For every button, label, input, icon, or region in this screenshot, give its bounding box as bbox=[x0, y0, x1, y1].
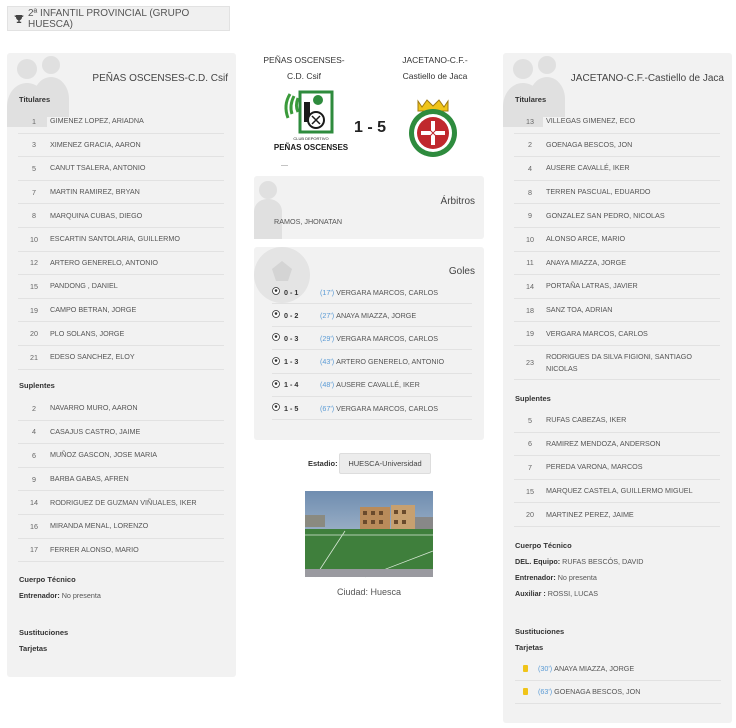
home-team-name: PEÑAS OSCENSES-C.D. Csif bbox=[92, 73, 228, 84]
player-name: PEREDA VARONA, MARCOS bbox=[546, 462, 643, 472]
player-number: 8 bbox=[32, 211, 36, 221]
yellow-card-icon bbox=[523, 665, 528, 672]
player-name: ARTERO GENERELO, ANTONIO bbox=[50, 257, 158, 267]
goal-row bbox=[272, 351, 472, 374]
player-name: CASAJUS CASTRO, JAIME bbox=[50, 426, 141, 436]
player-name: ALONSO ARCE, MARIO bbox=[546, 234, 626, 244]
player-row[interactable] bbox=[18, 515, 224, 539]
away-tarjetas-heading: Tarjetas bbox=[515, 643, 544, 652]
player-name: EDESO SANCHEZ, ELOY bbox=[50, 352, 135, 362]
goal-scorer[interactable]: VERGARA MARCOS, CARLOS bbox=[336, 333, 439, 343]
away-team-panel bbox=[503, 53, 732, 723]
goal-minute: (67') bbox=[320, 403, 335, 413]
yellow-card-icon bbox=[523, 688, 528, 695]
player-name: ANAYA MIAZZA, JORGE bbox=[546, 257, 627, 267]
player-number: 9 bbox=[32, 474, 36, 484]
player-number: 13 bbox=[526, 116, 534, 126]
away-cuerpo-heading: Cuerpo Técnico bbox=[515, 541, 572, 550]
home-tarjetas-heading: Tarjetas bbox=[19, 644, 48, 653]
player-row[interactable] bbox=[18, 468, 224, 492]
player-number: 10 bbox=[526, 234, 534, 244]
goal-minute: (48') bbox=[320, 380, 335, 390]
referee-watermark-icon bbox=[254, 176, 294, 239]
player-row[interactable] bbox=[18, 181, 224, 205]
home-suplentes-heading: Suplentes bbox=[19, 381, 55, 390]
player-row[interactable] bbox=[514, 204, 720, 228]
player-number: 15 bbox=[526, 486, 534, 496]
player-name: MARQUINA CUBAS, DIEGO bbox=[50, 210, 143, 220]
player-number: 23 bbox=[526, 358, 534, 367]
goal-minute: (43') bbox=[320, 357, 335, 367]
goal-score: 0 - 2 bbox=[284, 310, 299, 320]
player-row[interactable] bbox=[18, 346, 224, 370]
player-name: PLO SOLANS, JORGE bbox=[50, 328, 125, 338]
goal-scorer[interactable]: ANAYA MIAZZA, JORGE bbox=[336, 310, 417, 320]
player-row[interactable] bbox=[18, 275, 224, 299]
goal-scorer[interactable]: VERGARA MARCOS, CARLOS bbox=[336, 287, 439, 297]
card-player[interactable]: GOENAGA BESCOS, JON bbox=[554, 687, 641, 697]
arbitros-title: Árbitros bbox=[440, 196, 475, 207]
home-sustituciones-heading: Sustituciones bbox=[19, 628, 69, 637]
player-row[interactable] bbox=[18, 228, 224, 252]
player-name: GONZALEZ SAN PEDRO, NICOLAS bbox=[546, 210, 665, 220]
player-number: 20 bbox=[526, 510, 534, 520]
player-number: 3 bbox=[32, 140, 36, 150]
player-name: AUSERE CAVALLÉ, IKER bbox=[546, 163, 630, 173]
player-row[interactable] bbox=[18, 397, 224, 421]
player-row[interactable] bbox=[514, 456, 720, 480]
away-team-name: JACETANO-C.F.-Castiello de Jaca bbox=[570, 73, 724, 84]
card-minute: (30') bbox=[538, 663, 553, 673]
away-entrenador: Entrenador: No presenta bbox=[515, 573, 597, 582]
player-row[interactable] bbox=[514, 252, 720, 276]
goal-scorer[interactable]: VERGARA MARCOS, CARLOS bbox=[336, 403, 439, 413]
player-row[interactable] bbox=[18, 444, 224, 468]
player-row[interactable] bbox=[514, 134, 720, 158]
goal-row bbox=[272, 304, 472, 327]
player-row[interactable] bbox=[514, 322, 720, 346]
player-number: 9 bbox=[528, 211, 532, 221]
goal-minute: (17') bbox=[320, 287, 335, 297]
player-row[interactable] bbox=[514, 503, 720, 527]
player-number: 7 bbox=[528, 462, 532, 472]
player-name: MUÑOZ GASCON, JOSE MARIA bbox=[50, 450, 158, 460]
stadium-photo[interactable] bbox=[305, 491, 433, 577]
goal-row bbox=[272, 374, 472, 397]
player-number: 21 bbox=[30, 352, 38, 362]
away-sustituciones-heading: Sustituciones bbox=[515, 627, 565, 636]
home-logo-smalltext: CLUB DEPORTIVO bbox=[293, 136, 329, 141]
player-name: ESCARTIN SANTOLARIA, GUILLERMO bbox=[50, 234, 180, 244]
home-team-panel bbox=[7, 53, 236, 677]
player-name: VILLEGAS GIMENEZ, ECO bbox=[546, 116, 636, 126]
home-marker: — bbox=[281, 162, 288, 169]
ball-icon bbox=[272, 357, 280, 367]
player-row[interactable] bbox=[514, 181, 720, 205]
player-row[interactable] bbox=[514, 110, 720, 134]
player-number: 8 bbox=[528, 187, 532, 197]
home-cuerpo-heading: Cuerpo Técnico bbox=[19, 575, 76, 584]
player-number: 4 bbox=[528, 163, 532, 173]
player-number: 12 bbox=[30, 258, 38, 268]
goal-scorer[interactable]: ARTERO GENERELO, ANTONIO bbox=[336, 357, 445, 367]
away-auxiliar: Auxiliar : ROSSI, LUCAS bbox=[515, 589, 599, 598]
player-number: 1 bbox=[32, 116, 36, 126]
ball-icon bbox=[272, 310, 280, 320]
player-name: PORTAÑA LATRAS, JAVIER bbox=[546, 281, 638, 291]
arbitros-card bbox=[254, 176, 484, 239]
ball-icon bbox=[272, 403, 280, 413]
player-row[interactable] bbox=[18, 157, 224, 181]
home-entrenador: Entrenador: No presenta bbox=[19, 591, 101, 600]
ball-icon bbox=[272, 333, 280, 343]
competition-breadcrumb[interactable] bbox=[7, 6, 230, 31]
home-titulares-heading: Titulares bbox=[19, 95, 51, 104]
away-delegado: DEL. Equipo: RUFAS BESCÓS, DAVID bbox=[515, 557, 644, 566]
player-number: 15 bbox=[30, 281, 38, 291]
player-row[interactable] bbox=[18, 134, 224, 158]
player-name: FERRER ALONSO, MARIO bbox=[50, 544, 139, 554]
player-row[interactable] bbox=[514, 480, 720, 504]
player-name: NAVARRO MURO, AARON bbox=[50, 403, 138, 413]
goal-score: 0 - 3 bbox=[284, 333, 299, 343]
player-row[interactable] bbox=[514, 433, 720, 457]
player-number: 2 bbox=[528, 140, 532, 150]
player-number: 11 bbox=[526, 258, 534, 268]
goles-title: Goles bbox=[448, 266, 475, 277]
trophy-icon bbox=[14, 14, 24, 24]
player-name: SANZ TOA, ADRIAN bbox=[546, 305, 613, 315]
player-name: BARBA GABAS, AFREN bbox=[50, 474, 129, 484]
home-team-logo[interactable] bbox=[273, 88, 349, 164]
card-player[interactable]: ANAYA MIAZZA, JORGE bbox=[554, 663, 635, 673]
player-number: 18 bbox=[526, 305, 534, 315]
player-number: 4 bbox=[32, 427, 36, 437]
player-name: RAMIREZ MENDOZA, ANDERSON bbox=[546, 438, 661, 448]
player-name: MARTIN RAMIREZ, BRYAN bbox=[50, 187, 140, 197]
player-number: 7 bbox=[32, 187, 36, 197]
player-number: 5 bbox=[528, 415, 532, 425]
player-name: CAMPO BETRAN, JORGE bbox=[50, 305, 137, 315]
player-row[interactable] bbox=[514, 409, 720, 433]
player-row[interactable] bbox=[18, 110, 224, 134]
player-row[interactable] bbox=[18, 322, 224, 346]
player-number: 5 bbox=[32, 163, 36, 173]
player-row[interactable] bbox=[18, 204, 224, 228]
card-row bbox=[515, 657, 721, 681]
player-name: TERREN PASCUAL, EDUARDO bbox=[546, 187, 651, 197]
player-number: 6 bbox=[528, 439, 532, 449]
goal-row bbox=[272, 281, 472, 304]
match-score: 1 - 5 bbox=[353, 119, 386, 136]
player-row[interactable] bbox=[514, 346, 720, 380]
player-number: 16 bbox=[30, 521, 38, 531]
goal-row bbox=[272, 327, 472, 350]
player-number: 19 bbox=[30, 305, 38, 315]
player-number: 14 bbox=[30, 498, 38, 508]
player-row[interactable] bbox=[18, 539, 224, 563]
player-name: CANUT TSALERA, ANTONIO bbox=[50, 163, 146, 173]
player-name: MARQUEZ CASTELA, GUILLERMO MIGUEL bbox=[546, 486, 693, 496]
estadio-button[interactable]: HUESCA-Universidad bbox=[339, 453, 431, 474]
ciudad-label: Ciudad: Huesca bbox=[336, 587, 402, 597]
player-number: 14 bbox=[526, 281, 534, 291]
player-number: 6 bbox=[32, 450, 36, 460]
ball-icon bbox=[272, 287, 280, 297]
player-row[interactable] bbox=[18, 421, 224, 445]
player-name: VERGARA MARCOS, CARLOS bbox=[546, 328, 648, 338]
goal-score: 1 - 4 bbox=[284, 380, 299, 390]
goal-score: 1 - 3 bbox=[284, 357, 299, 367]
player-number: 10 bbox=[30, 234, 38, 244]
player-name: RUFAS CABEZAS, IKER bbox=[546, 415, 627, 425]
player-name: RODRIGUEZ DE GUZMAN VIÑUALES, IKER bbox=[50, 497, 197, 507]
goal-score: 0 - 1 bbox=[284, 287, 299, 297]
goal-row bbox=[272, 397, 472, 420]
arbitro-name: RAMOS, JHONATAN bbox=[274, 217, 343, 226]
home-logo-text: PEÑAS OSCENSES bbox=[273, 143, 349, 152]
card-minute: (63') bbox=[538, 687, 553, 697]
player-number: 17 bbox=[30, 545, 38, 555]
card-row bbox=[515, 681, 721, 705]
goal-score: 1 - 5 bbox=[284, 403, 299, 413]
away-titulares-heading: Titulares bbox=[515, 95, 547, 104]
player-name: PANDONG , DANIEL bbox=[50, 281, 118, 291]
player-name: GOENAGA BESCOS, JON bbox=[546, 139, 633, 149]
away-suplentes-heading: Suplentes bbox=[515, 394, 551, 403]
away-team-logo[interactable] bbox=[404, 93, 462, 159]
player-name: MIRANDA MENAL, LORENZO bbox=[50, 521, 149, 531]
goal-minute: (29') bbox=[320, 333, 335, 343]
player-row[interactable] bbox=[514, 299, 720, 323]
player-number: 19 bbox=[526, 329, 534, 339]
goal-scorer[interactable]: AUSERE CAVALLÉ, IKER bbox=[336, 380, 420, 390]
goles-card bbox=[254, 247, 484, 440]
ball-icon bbox=[272, 380, 280, 390]
goal-minute: (27') bbox=[320, 310, 335, 320]
player-row[interactable] bbox=[514, 275, 720, 299]
estadio-label: Estadio: bbox=[308, 459, 338, 468]
home-header-name[interactable]: PEÑAS OSCENSES- C.D. Csif bbox=[263, 55, 345, 81]
player-row[interactable] bbox=[514, 157, 720, 181]
player-row[interactable] bbox=[18, 491, 224, 515]
player-row[interactable] bbox=[18, 299, 224, 323]
player-name: RODRIGUES DA SILVA FIGIONI, SANTIAGO NICOLAS bbox=[546, 351, 692, 373]
player-number: 2 bbox=[32, 403, 36, 413]
player-name: XIMENEZ GRACIA, AARON bbox=[50, 139, 141, 149]
player-name: MARTINEZ PEREZ, JAIME bbox=[546, 509, 634, 519]
player-number: 20 bbox=[30, 329, 38, 339]
player-row[interactable] bbox=[514, 228, 720, 252]
player-name: GIMENEZ LOPEZ, ARIADNA bbox=[50, 116, 144, 126]
away-header-name[interactable]: JACETANO-C.F.- Castiello de Jaca bbox=[402, 55, 468, 81]
competition-label: 2ª INFANTIL PROVINCIAL (GRUPO HUESCA) bbox=[28, 7, 190, 30]
player-row[interactable] bbox=[18, 252, 224, 276]
